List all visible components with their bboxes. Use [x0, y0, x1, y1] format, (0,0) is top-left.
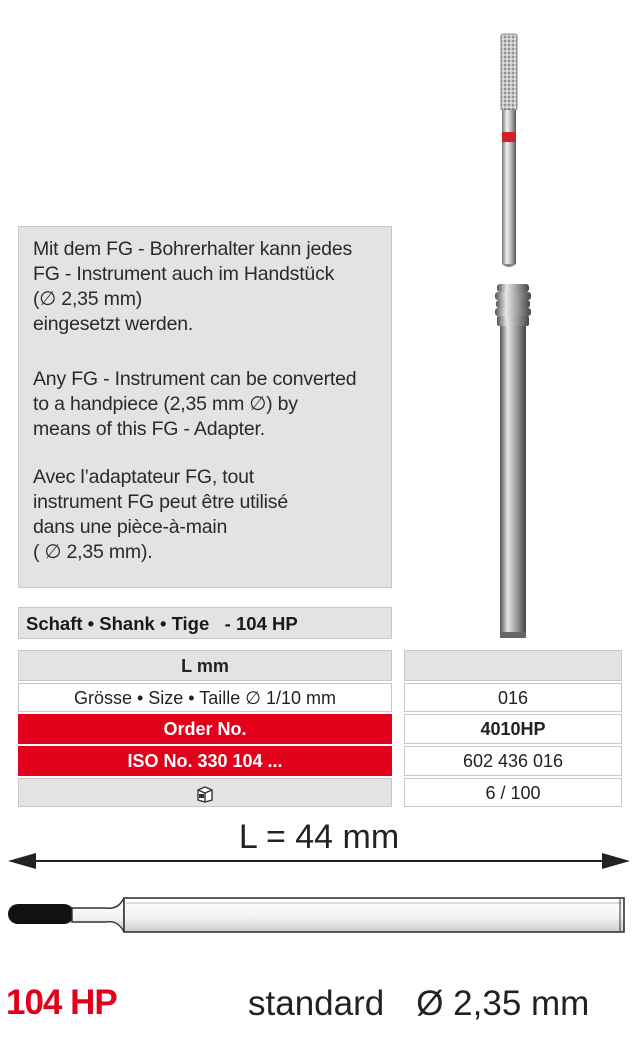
order-number-label: Order No. — [18, 714, 392, 744]
description-german: Mit dem FG - Bohrerhalter kann jedes FG - Instrument auch im Handstück (∅ 2,35 mm) eingesetzt werden. — [33, 238, 353, 335]
length-header: L mm — [18, 650, 392, 681]
fg-bur-illustration — [488, 32, 532, 270]
length-value-header — [404, 650, 622, 681]
length-dimension-arrow — [6, 846, 632, 876]
description-panel — [18, 226, 392, 588]
standard-label: standard — [248, 984, 385, 1023]
description-french: Avec l’adaptateur FG, tout instrument FG peut être utilisé dans une pièce-à-main ( ∅ 2,35 mm). — [33, 466, 288, 563]
size-value: 016 — [404, 683, 622, 712]
model-number: 104 HP — [6, 983, 117, 1022]
description-english: Any FG - Instrument can be converted to a handpiece (2,35 mm ∅) by means of this FG - Adapter. — [33, 368, 357, 440]
order-number-value: 4010HP — [404, 714, 622, 744]
iso-number-label: ISO No. 330 104 ... — [18, 746, 392, 776]
package-quantity: 6 / 100 — [404, 778, 622, 807]
tool-side-view — [6, 892, 632, 938]
size-label: Grösse • Size • Taille ∅ 1/10 mm — [18, 683, 392, 712]
package-row — [18, 778, 392, 807]
standard-diameter — [248, 984, 589, 1024]
package-icon — [195, 785, 215, 803]
shank-label: Schaft • Shank • Tige - 104 HP — [18, 607, 392, 639]
iso-number-value: 602 436 016 — [404, 746, 622, 776]
length-label: L = 44 mm — [238, 818, 400, 856]
diameter-label: Ø 2,35 mm — [416, 984, 590, 1023]
fg-adapter-illustration — [488, 282, 538, 642]
